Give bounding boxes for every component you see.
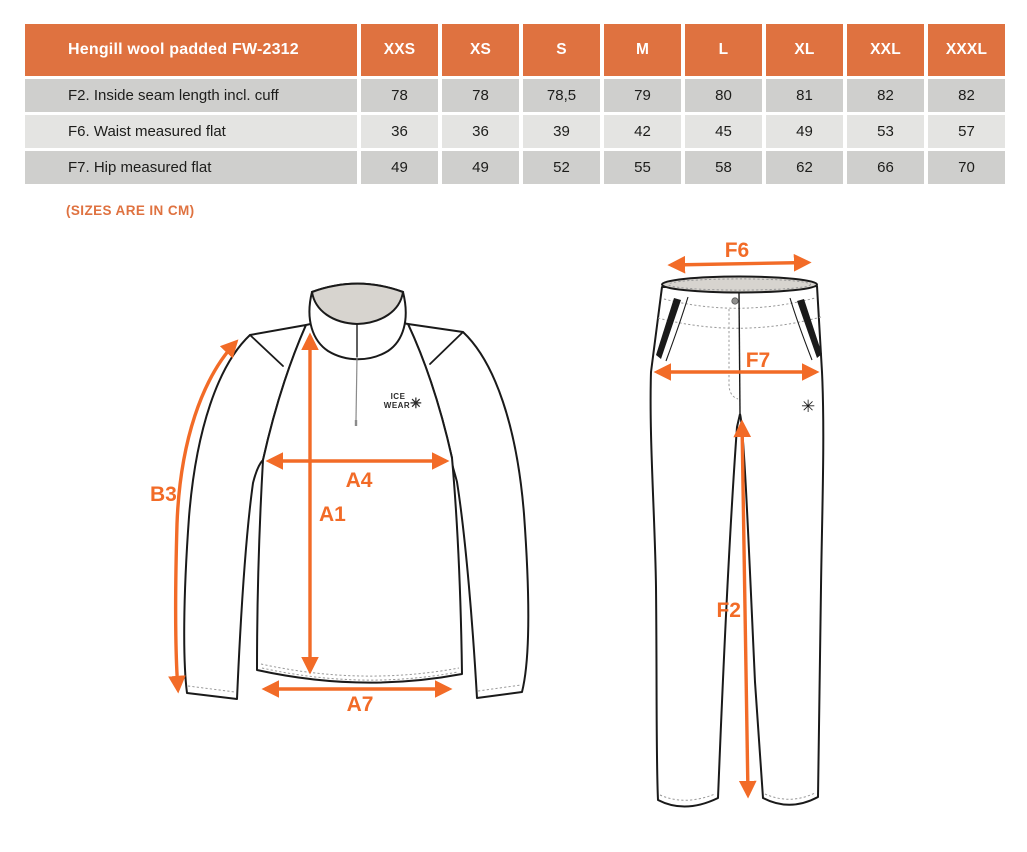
size-header-s: S [523,24,600,76]
sweater-diagram [130,262,550,740]
logo-text-wear: WEAR [383,401,411,410]
size-header-xxs: XXS [361,24,438,76]
sizes-unit-note: (SIZES ARE IN CM) [66,203,195,218]
f6-label: F6 [724,242,750,262]
measurement-label-cell: F7. Hip measured flat [25,151,357,184]
measurement-value-cell: 78 [442,79,519,112]
measurement-value-cell: 49 [442,151,519,184]
measurement-value-cell: 78,5 [523,79,600,112]
measurement-value-cell: 49 [766,115,843,148]
snowflake-icon: ✳ [801,397,816,416]
size-header-m: M [604,24,681,76]
measurement-value-cell: 52 [523,151,600,184]
f6-waist-arrow [671,263,808,266]
pants-diagram [625,242,910,842]
measurement-value-cell: 42 [604,115,681,148]
measurement-value-cell: 49 [361,151,438,184]
b3-label: B3 [150,483,177,506]
size-header-xs: XS [442,24,519,76]
size-table [25,24,1005,184]
measurement-value-cell: 45 [685,115,762,148]
measurement-value-cell: 55 [604,151,681,184]
measurement-value-cell: 36 [442,115,519,148]
pants-outline [651,277,824,807]
measurement-value-cell: 80 [685,79,762,112]
size-header-xxxl: XXXL [928,24,1005,76]
measurement-label-cell: F2. Inside seam length incl. cuff [25,79,357,112]
f7-label: F7 [745,349,771,372]
measurement-value-cell: 82 [928,79,1005,112]
measurement-value-cell: 81 [766,79,843,112]
size-header-xxl: XXL [847,24,924,76]
measurement-value-cell: 39 [523,115,600,148]
measurement-value-cell: 79 [604,79,681,112]
a7-label: A7 [346,693,374,716]
snowflake-icon: ✳ [410,395,422,411]
measurement-value-cell: 66 [847,151,924,184]
a1-label: A1 [319,503,346,526]
logo-text-ice: ICE [390,392,406,401]
measurement-value-cell: 57 [928,115,1005,148]
a4-label: A4 [345,469,373,492]
measurement-value-cell: 58 [685,151,762,184]
pants-silhouette [651,286,824,807]
measurement-value-cell: 62 [766,151,843,184]
measurement-value-cell: 53 [847,115,924,148]
center-front-seam [739,292,740,413]
product-header-cell: Hengill wool padded FW-2312 [25,24,357,76]
size-header-l: L [685,24,762,76]
measurement-value-cell: 36 [361,115,438,148]
measurement-value-cell: 82 [847,79,924,112]
measurement-value-cell: 78 [361,79,438,112]
f2-label: F2 [716,599,741,622]
size-header-xl: XL [766,24,843,76]
measurement-value-cell: 70 [928,151,1005,184]
waist-button [732,298,738,304]
measurement-label-cell: F6. Waist measured flat [25,115,357,148]
